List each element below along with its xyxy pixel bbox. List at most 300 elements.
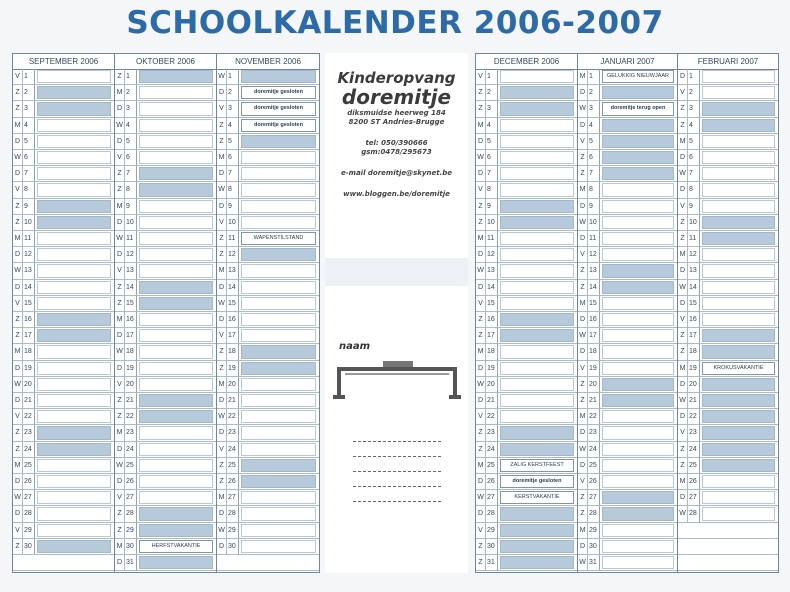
weekday-letter: Z bbox=[578, 490, 588, 505]
day-cell bbox=[241, 410, 316, 423]
day-number: 26 bbox=[23, 474, 35, 489]
day-cell bbox=[702, 281, 775, 294]
day-row bbox=[578, 134, 677, 150]
day-number: 13 bbox=[125, 263, 137, 278]
weekday-letter: Z bbox=[13, 442, 23, 457]
day-row bbox=[13, 344, 114, 360]
day-row bbox=[578, 215, 677, 231]
day-cell bbox=[500, 394, 574, 407]
day-cell bbox=[702, 329, 775, 342]
day-row bbox=[678, 134, 778, 150]
day-cell bbox=[702, 345, 775, 358]
day-cell bbox=[500, 264, 574, 277]
day-row bbox=[678, 166, 778, 182]
day-number: 17 bbox=[227, 328, 239, 343]
day-cell bbox=[241, 281, 316, 294]
day-row bbox=[115, 199, 216, 215]
day-row bbox=[678, 312, 778, 328]
day-number: 10 bbox=[486, 215, 498, 230]
day-cell bbox=[37, 264, 111, 277]
day-number: 16 bbox=[227, 312, 239, 327]
day-row bbox=[13, 101, 114, 117]
day-number: 16 bbox=[486, 312, 498, 327]
day-number: 11 bbox=[227, 231, 239, 246]
info-brand: doremitje bbox=[341, 85, 452, 109]
weekday-letter: W bbox=[476, 377, 486, 392]
weekday-letter: M bbox=[678, 134, 688, 149]
day-row bbox=[13, 474, 114, 490]
month-column bbox=[578, 54, 678, 572]
weekday-letter: W bbox=[115, 118, 125, 133]
day-row bbox=[578, 328, 677, 344]
day-cell bbox=[702, 426, 775, 439]
weekday-letter: Z bbox=[476, 328, 486, 343]
weekday-letter: Z bbox=[578, 393, 588, 408]
day-row bbox=[217, 263, 319, 279]
day-number: 14 bbox=[688, 280, 700, 295]
day-row bbox=[578, 458, 677, 474]
day-cell bbox=[241, 329, 316, 342]
day-number: 10 bbox=[227, 215, 239, 230]
day-number: 8 bbox=[486, 182, 498, 197]
day-number: 1 bbox=[125, 69, 137, 84]
month-header: JANUARI 2007 bbox=[578, 54, 677, 70]
day-cell bbox=[241, 345, 316, 358]
weekday-letter: Z bbox=[678, 101, 688, 116]
weekday-letter: M bbox=[476, 344, 486, 359]
day-cell bbox=[139, 86, 213, 99]
day-row bbox=[678, 458, 778, 474]
day-row bbox=[678, 296, 778, 312]
day-number: 31 bbox=[588, 555, 600, 570]
weekday-letter: D bbox=[115, 361, 125, 376]
day-cell bbox=[37, 329, 111, 342]
day-number: 23 bbox=[227, 425, 239, 440]
day-row bbox=[13, 377, 114, 393]
day-row bbox=[578, 555, 677, 571]
day-number: 24 bbox=[588, 442, 600, 457]
day-number: 17 bbox=[588, 328, 600, 343]
weekday-letter: Z bbox=[678, 458, 688, 473]
day-cell bbox=[500, 183, 574, 196]
weekday-letter: M bbox=[678, 474, 688, 489]
weekday-letter: D bbox=[678, 263, 688, 278]
day-number: 23 bbox=[23, 425, 35, 440]
day-number: 20 bbox=[125, 377, 137, 392]
day-cell bbox=[139, 183, 213, 196]
day-number: 7 bbox=[227, 166, 239, 181]
day-row bbox=[13, 199, 114, 215]
day-cell bbox=[37, 248, 111, 261]
day-row bbox=[578, 312, 677, 328]
day-row bbox=[13, 442, 114, 458]
day-cell bbox=[602, 394, 674, 407]
weekday-letter: Z bbox=[115, 69, 125, 84]
day-number: 4 bbox=[688, 118, 700, 133]
day-number: 9 bbox=[125, 199, 137, 214]
weekday-letter: W bbox=[678, 506, 688, 521]
day-cell bbox=[241, 151, 316, 164]
day-number: 2 bbox=[486, 85, 498, 100]
day-number: 18 bbox=[23, 344, 35, 359]
day-row bbox=[678, 344, 778, 360]
day-cell bbox=[241, 491, 316, 504]
weekday-letter: M bbox=[115, 199, 125, 214]
day-cell bbox=[602, 410, 674, 423]
day-cell bbox=[702, 248, 775, 261]
day-cell bbox=[500, 281, 574, 294]
weekday-letter: V bbox=[578, 474, 588, 489]
day-note: HERFSTVAKANTIE bbox=[139, 540, 213, 553]
weekday-letter: M bbox=[678, 361, 688, 376]
weekday-letter: Z bbox=[678, 442, 688, 457]
day-row bbox=[217, 490, 319, 506]
day-row bbox=[13, 425, 114, 441]
day-row bbox=[217, 523, 319, 539]
day-row bbox=[476, 361, 577, 377]
day-row bbox=[678, 85, 778, 101]
weekday-letter: V bbox=[578, 361, 588, 376]
day-row bbox=[578, 344, 677, 360]
day-cell bbox=[602, 313, 674, 326]
day-number: 17 bbox=[486, 328, 498, 343]
day-cell bbox=[139, 443, 213, 456]
day-number: 15 bbox=[486, 296, 498, 311]
day-row bbox=[115, 150, 216, 166]
day-cell bbox=[602, 200, 674, 213]
day-number: 22 bbox=[227, 409, 239, 424]
weekday-letter: D bbox=[476, 247, 486, 262]
day-row bbox=[13, 69, 114, 85]
day-cell bbox=[241, 475, 316, 488]
day-number: 10 bbox=[588, 215, 600, 230]
weekday-letter: M bbox=[578, 409, 588, 424]
weekday-letter: W bbox=[115, 458, 125, 473]
day-row bbox=[476, 458, 577, 474]
day-row bbox=[476, 296, 577, 312]
day-cell bbox=[139, 281, 213, 294]
day-cell bbox=[37, 459, 111, 472]
day-number: 25 bbox=[486, 458, 498, 473]
day-number: 27 bbox=[23, 490, 35, 505]
weekday-letter: M bbox=[476, 118, 486, 133]
calendar-panel-right bbox=[475, 53, 779, 573]
day-cell bbox=[37, 394, 111, 407]
weekday-letter: V bbox=[13, 182, 23, 197]
day-number: 28 bbox=[227, 506, 239, 521]
day-cell bbox=[139, 200, 213, 213]
day-row bbox=[13, 506, 114, 522]
weekday-letter: M bbox=[217, 150, 227, 165]
day-cell bbox=[37, 119, 111, 132]
info-line1: Kinderopvang bbox=[337, 69, 456, 87]
day-row bbox=[217, 118, 319, 134]
weekday-letter: M bbox=[13, 344, 23, 359]
day-row bbox=[115, 442, 216, 458]
day-cell bbox=[602, 540, 674, 553]
day-row bbox=[13, 85, 114, 101]
day-number: 7 bbox=[588, 166, 600, 181]
day-cell bbox=[602, 167, 674, 180]
day-row bbox=[476, 263, 577, 279]
day-number: 28 bbox=[688, 506, 700, 521]
weekday-letter: W bbox=[678, 393, 688, 408]
weekday-letter: D bbox=[476, 134, 486, 149]
day-row bbox=[217, 555, 319, 571]
day-number: 26 bbox=[227, 474, 239, 489]
weekday-letter: M bbox=[217, 377, 227, 392]
day-cell bbox=[500, 507, 574, 520]
weekday-letter: Z bbox=[13, 85, 23, 100]
day-number: 28 bbox=[486, 506, 498, 521]
day-number: 16 bbox=[588, 312, 600, 327]
day-cell bbox=[702, 151, 775, 164]
weekday-letter: M bbox=[115, 539, 125, 554]
day-cell bbox=[702, 459, 775, 472]
weekday-letter: D bbox=[476, 166, 486, 181]
day-cell bbox=[500, 232, 574, 245]
day-row bbox=[678, 280, 778, 296]
day-cell bbox=[702, 410, 775, 423]
day-cell bbox=[602, 491, 674, 504]
day-cell bbox=[37, 491, 111, 504]
day-cell bbox=[500, 362, 574, 375]
day-note: KROKUSVAKANTIE bbox=[702, 362, 775, 375]
weekday-letter: D bbox=[578, 85, 588, 100]
day-row bbox=[13, 247, 114, 263]
weekday-letter: Z bbox=[678, 118, 688, 133]
day-row bbox=[578, 118, 677, 134]
day-row bbox=[13, 490, 114, 506]
day-number: 9 bbox=[588, 199, 600, 214]
day-number: 30 bbox=[588, 539, 600, 554]
day-cell bbox=[139, 232, 213, 245]
info-tel: tel: 050/390666 bbox=[365, 139, 428, 147]
weekday-letter: Z bbox=[578, 280, 588, 295]
weekday-letter: D bbox=[678, 182, 688, 197]
day-number: 22 bbox=[688, 409, 700, 424]
day-row bbox=[678, 393, 778, 409]
day-row bbox=[115, 474, 216, 490]
day-number: 11 bbox=[688, 231, 700, 246]
day-cell bbox=[241, 459, 316, 472]
weekday-letter: M bbox=[578, 296, 588, 311]
day-number: 21 bbox=[227, 393, 239, 408]
day-row bbox=[678, 118, 778, 134]
weekday-letter: D bbox=[115, 474, 125, 489]
day-number: 21 bbox=[23, 393, 35, 408]
day-cell bbox=[241, 264, 316, 277]
day-number: 22 bbox=[486, 409, 498, 424]
day-number: 27 bbox=[227, 490, 239, 505]
day-number: 5 bbox=[23, 134, 35, 149]
day-number: 28 bbox=[23, 506, 35, 521]
weekday-letter: Z bbox=[13, 215, 23, 230]
weekday-letter: D bbox=[476, 506, 486, 521]
day-number: 4 bbox=[227, 118, 239, 133]
day-number: 17 bbox=[125, 328, 137, 343]
weekday-letter: Z bbox=[217, 247, 227, 262]
info-web: www.bloggen.be/doremitje bbox=[343, 190, 450, 198]
weekday-letter: W bbox=[217, 69, 227, 84]
month-column bbox=[678, 54, 778, 572]
day-cell bbox=[702, 443, 775, 456]
weekday-letter: D bbox=[115, 328, 125, 343]
day-row bbox=[678, 231, 778, 247]
day-number: 18 bbox=[688, 344, 700, 359]
day-number: 4 bbox=[486, 118, 498, 133]
weekday-letter: Z bbox=[578, 506, 588, 521]
day-note: GELUKKIG NIEUWJAAR bbox=[602, 70, 674, 83]
day-number: 17 bbox=[23, 328, 35, 343]
weekday-letter: M bbox=[476, 231, 486, 246]
weekday-letter: D bbox=[217, 425, 227, 440]
day-cell bbox=[37, 345, 111, 358]
day-number: 29 bbox=[486, 523, 498, 538]
day-number: 8 bbox=[125, 182, 137, 197]
day-number: 18 bbox=[486, 344, 498, 359]
day-cell bbox=[702, 200, 775, 213]
day-cell bbox=[241, 540, 316, 553]
weekday-letter: D bbox=[678, 150, 688, 165]
day-number: 12 bbox=[125, 247, 137, 262]
day-number: 10 bbox=[688, 215, 700, 230]
day-row bbox=[13, 231, 114, 247]
day-cell bbox=[702, 297, 775, 310]
day-number: 13 bbox=[688, 263, 700, 278]
day-number: 24 bbox=[486, 442, 498, 457]
weekday-letter: V bbox=[578, 134, 588, 149]
day-number: 5 bbox=[588, 134, 600, 149]
weekday-letter: D bbox=[115, 555, 125, 570]
weekday-letter: D bbox=[578, 539, 588, 554]
day-cell bbox=[37, 362, 111, 375]
day-number: 15 bbox=[588, 296, 600, 311]
day-cell bbox=[702, 216, 775, 229]
day-number: 8 bbox=[688, 182, 700, 197]
weekday-letter: D bbox=[115, 134, 125, 149]
day-row bbox=[476, 199, 577, 215]
day-row bbox=[476, 85, 577, 101]
weekday-letter: Z bbox=[476, 539, 486, 554]
day-row bbox=[578, 231, 677, 247]
day-cell bbox=[500, 524, 574, 537]
day-cell bbox=[139, 102, 213, 115]
day-cell bbox=[602, 248, 674, 261]
day-number: 4 bbox=[125, 118, 137, 133]
day-row bbox=[115, 458, 216, 474]
day-row bbox=[115, 166, 216, 182]
day-number: 25 bbox=[588, 458, 600, 473]
weekday-letter: V bbox=[217, 328, 227, 343]
day-row bbox=[217, 101, 319, 117]
weekday-letter: D bbox=[13, 361, 23, 376]
day-cell bbox=[602, 507, 674, 520]
day-cell bbox=[500, 216, 574, 229]
weekday-letter: Z bbox=[13, 312, 23, 327]
weekday-letter: V bbox=[678, 85, 688, 100]
weekday-letter: W bbox=[217, 523, 227, 538]
day-row bbox=[13, 263, 114, 279]
info-email: e-mail doremitje@skynet.be bbox=[341, 169, 452, 177]
weekday-letter: W bbox=[578, 328, 588, 343]
day-row bbox=[115, 539, 216, 555]
day-row bbox=[678, 555, 778, 571]
weekday-letter: Z bbox=[217, 458, 227, 473]
weekday-letter: W bbox=[578, 215, 588, 230]
weekday-letter: D bbox=[217, 393, 227, 408]
weekday-letter: Z bbox=[678, 328, 688, 343]
day-number: 22 bbox=[23, 409, 35, 424]
day-row bbox=[476, 215, 577, 231]
weekday-letter: D bbox=[217, 280, 227, 295]
day-row bbox=[476, 442, 577, 458]
weekday-letter: V bbox=[13, 523, 23, 538]
day-cell bbox=[602, 119, 674, 132]
weekday-letter: V bbox=[217, 442, 227, 457]
day-cell bbox=[500, 200, 574, 213]
day-row bbox=[217, 182, 319, 198]
weekday-letter: Z bbox=[115, 393, 125, 408]
day-cell bbox=[702, 394, 775, 407]
day-cell bbox=[37, 167, 111, 180]
weekday-letter: M bbox=[13, 458, 23, 473]
weekday-letter: D bbox=[578, 458, 588, 473]
day-cell bbox=[602, 524, 674, 537]
weekday-letter: M bbox=[678, 247, 688, 262]
name-label: naam bbox=[339, 341, 371, 352]
day-number: 24 bbox=[227, 442, 239, 457]
day-row bbox=[217, 69, 319, 85]
day-row bbox=[217, 409, 319, 425]
day-row bbox=[678, 150, 778, 166]
day-cell bbox=[241, 216, 316, 229]
day-row bbox=[476, 393, 577, 409]
day-number: 19 bbox=[486, 361, 498, 376]
day-cell bbox=[139, 119, 213, 132]
day-row bbox=[115, 69, 216, 85]
day-number: 14 bbox=[23, 280, 35, 295]
day-cell bbox=[241, 200, 316, 213]
month-column bbox=[476, 54, 578, 572]
day-cell bbox=[702, 378, 775, 391]
day-number: 29 bbox=[125, 523, 137, 538]
day-cell bbox=[602, 264, 674, 277]
weekday-letter: Z bbox=[217, 361, 227, 376]
day-number: 15 bbox=[227, 296, 239, 311]
day-row bbox=[678, 215, 778, 231]
day-number: 3 bbox=[588, 101, 600, 116]
day-note: doremitje gesloten bbox=[500, 475, 574, 488]
weekday-letter: Z bbox=[217, 344, 227, 359]
page-title: SCHOOLKALENDER 2006-2007 bbox=[126, 5, 664, 41]
day-cell bbox=[139, 459, 213, 472]
month-header: FEBRUARI 2007 bbox=[678, 54, 778, 70]
day-number: 27 bbox=[688, 490, 700, 505]
day-row bbox=[578, 490, 677, 506]
weekday-letter: D bbox=[217, 199, 227, 214]
day-cell bbox=[139, 135, 213, 148]
weekday-letter: D bbox=[678, 69, 688, 84]
day-cell bbox=[702, 119, 775, 132]
day-number: 27 bbox=[125, 490, 137, 505]
weekday-letter: Z bbox=[578, 150, 588, 165]
weekday-letter: Z bbox=[678, 215, 688, 230]
day-cell bbox=[241, 507, 316, 520]
day-number: 16 bbox=[125, 312, 137, 327]
month-column bbox=[217, 54, 319, 572]
day-number: 13 bbox=[486, 263, 498, 278]
